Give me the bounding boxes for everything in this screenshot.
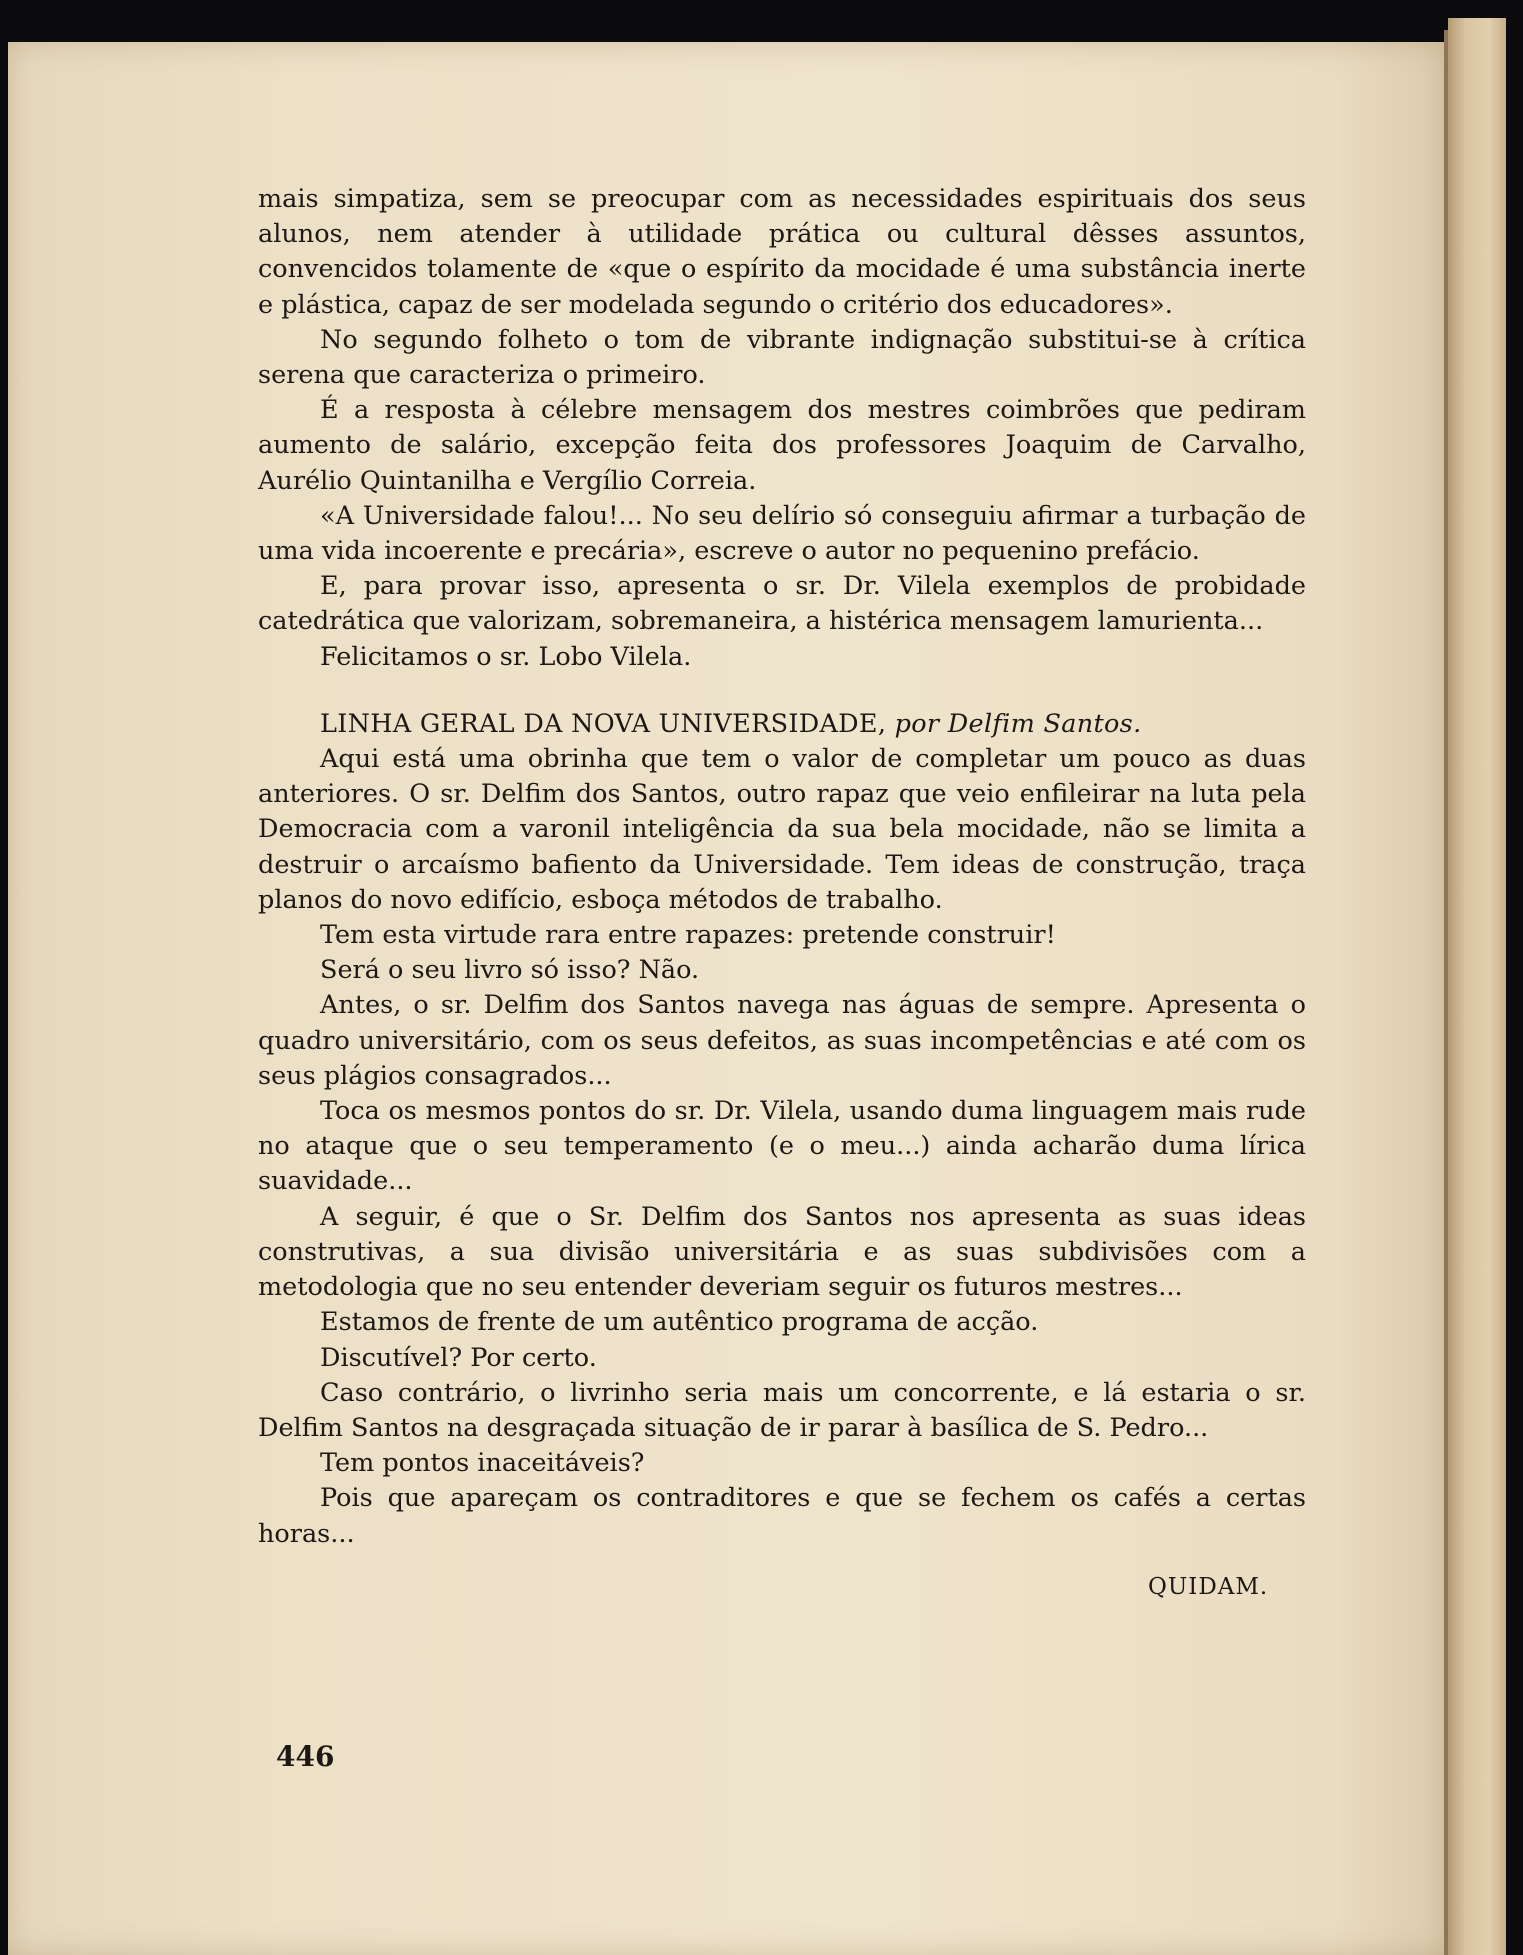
signature: QUIDAM. [1148, 1574, 1269, 1600]
section-heading [258, 707, 1306, 742]
paragraph: No segundo folheto o tom de vibrante indignação substitui-se à crítica serena que caracteriza o primeiro. [258, 324, 1306, 391]
paragraph: Felicitamos o sr. Lobo Vilela. [320, 641, 692, 672]
section-author: por Delfim Santos. [894, 708, 1142, 739]
paragraph: E, para provar isso, apresenta o sr. Dr. Vilela exemplos de probidade catedrática que valorizam, sobremaneira, a histérica mensagem lamurienta... [258, 571, 1306, 637]
paragraph: Pois que apareçam os contraditores e que se fechem os cafés a certas horas... [258, 1483, 1306, 1549]
paragraph: Será o seu livro só isso? Não. [320, 955, 700, 986]
paragraph: Aqui está uma obrinha que tem o valor de completar um pouco as duas anteriores. O sr. Delfim dos Santos, outro rapaz que veio enfileirar na luta pela Democracia com a varonil inteligência da sua bela mocidade, não se limita a destruir o arcaísmo bafiento da Universidade. Tem ideas de construção, traça planos do novo edifício, esboça métodos de trabalho. [258, 744, 1306, 915]
body-text [258, 182, 1306, 1552]
paragraph: Estamos de frente de um autêntico programa de acção. [320, 1307, 1039, 1338]
section-title: LINHA GERAL DA NOVA UNIVERSIDADE, [320, 708, 887, 739]
paragraph: «A Universidade falou!... No seu delírio só conseguiu afirmar a turbação de uma vida incoerente e precária», escreve o autor no pequenino prefácio. [258, 500, 1306, 567]
paragraph: A seguir, é que o Sr. Delfim dos Santos nos apresenta as suas ideas construtivas, a sua divisão universitária e as suas subdivisões com a metodologia que no seu entender deveriam seguir os futuros mestres... [258, 1201, 1306, 1303]
paragraph: Caso contrário, o livrinho seria mais um concorrente, e lá estaria o sr. Delfim Santos na desgraçada situação de ir parar à basílica de S. Pedro... [258, 1377, 1306, 1443]
paragraph: mais simpatiza, sem se preocupar com as necessidades espirituais dos seus alunos, nem atender à utilidade prática ou cultural dêsses assuntos, convencidos tolamente de «que o espírito da mocidade é uma substância inerte e plástica, capaz de ser modelada segundo o critério dos educadores». [258, 184, 1306, 320]
paragraph: Tem esta virtude rara entre rapazes: pretende construir! [320, 920, 1056, 951]
paragraph: É a resposta à célebre mensagem dos mestres coimbrões que pediram aumento de salário, excepção feita dos professores Joaquim de Carvalho, Aurélio Quintanilha e Vergílio Correia. [258, 395, 1306, 496]
page-stack-edge [1448, 18, 1506, 1955]
page-number: 446 [276, 1740, 335, 1773]
paragraph: Toca os mesmos pontos do sr. Dr. Vilela, usando duma linguagem mais rude no ataque que o seu temperamento (e o meu...) ainda acharão duma lírica suavidade... [258, 1096, 1306, 1197]
paragraph: Antes, o sr. Delfim dos Santos navega nas águas de sempre. Apresenta o quadro universitário, com os seus defeitos, as suas incompetências e até com os seus plágios consagrados... [258, 990, 1306, 1091]
paragraph: Tem pontos inaceitáveis? [320, 1448, 645, 1479]
paragraph: Discutível? Por certo. [320, 1342, 597, 1373]
